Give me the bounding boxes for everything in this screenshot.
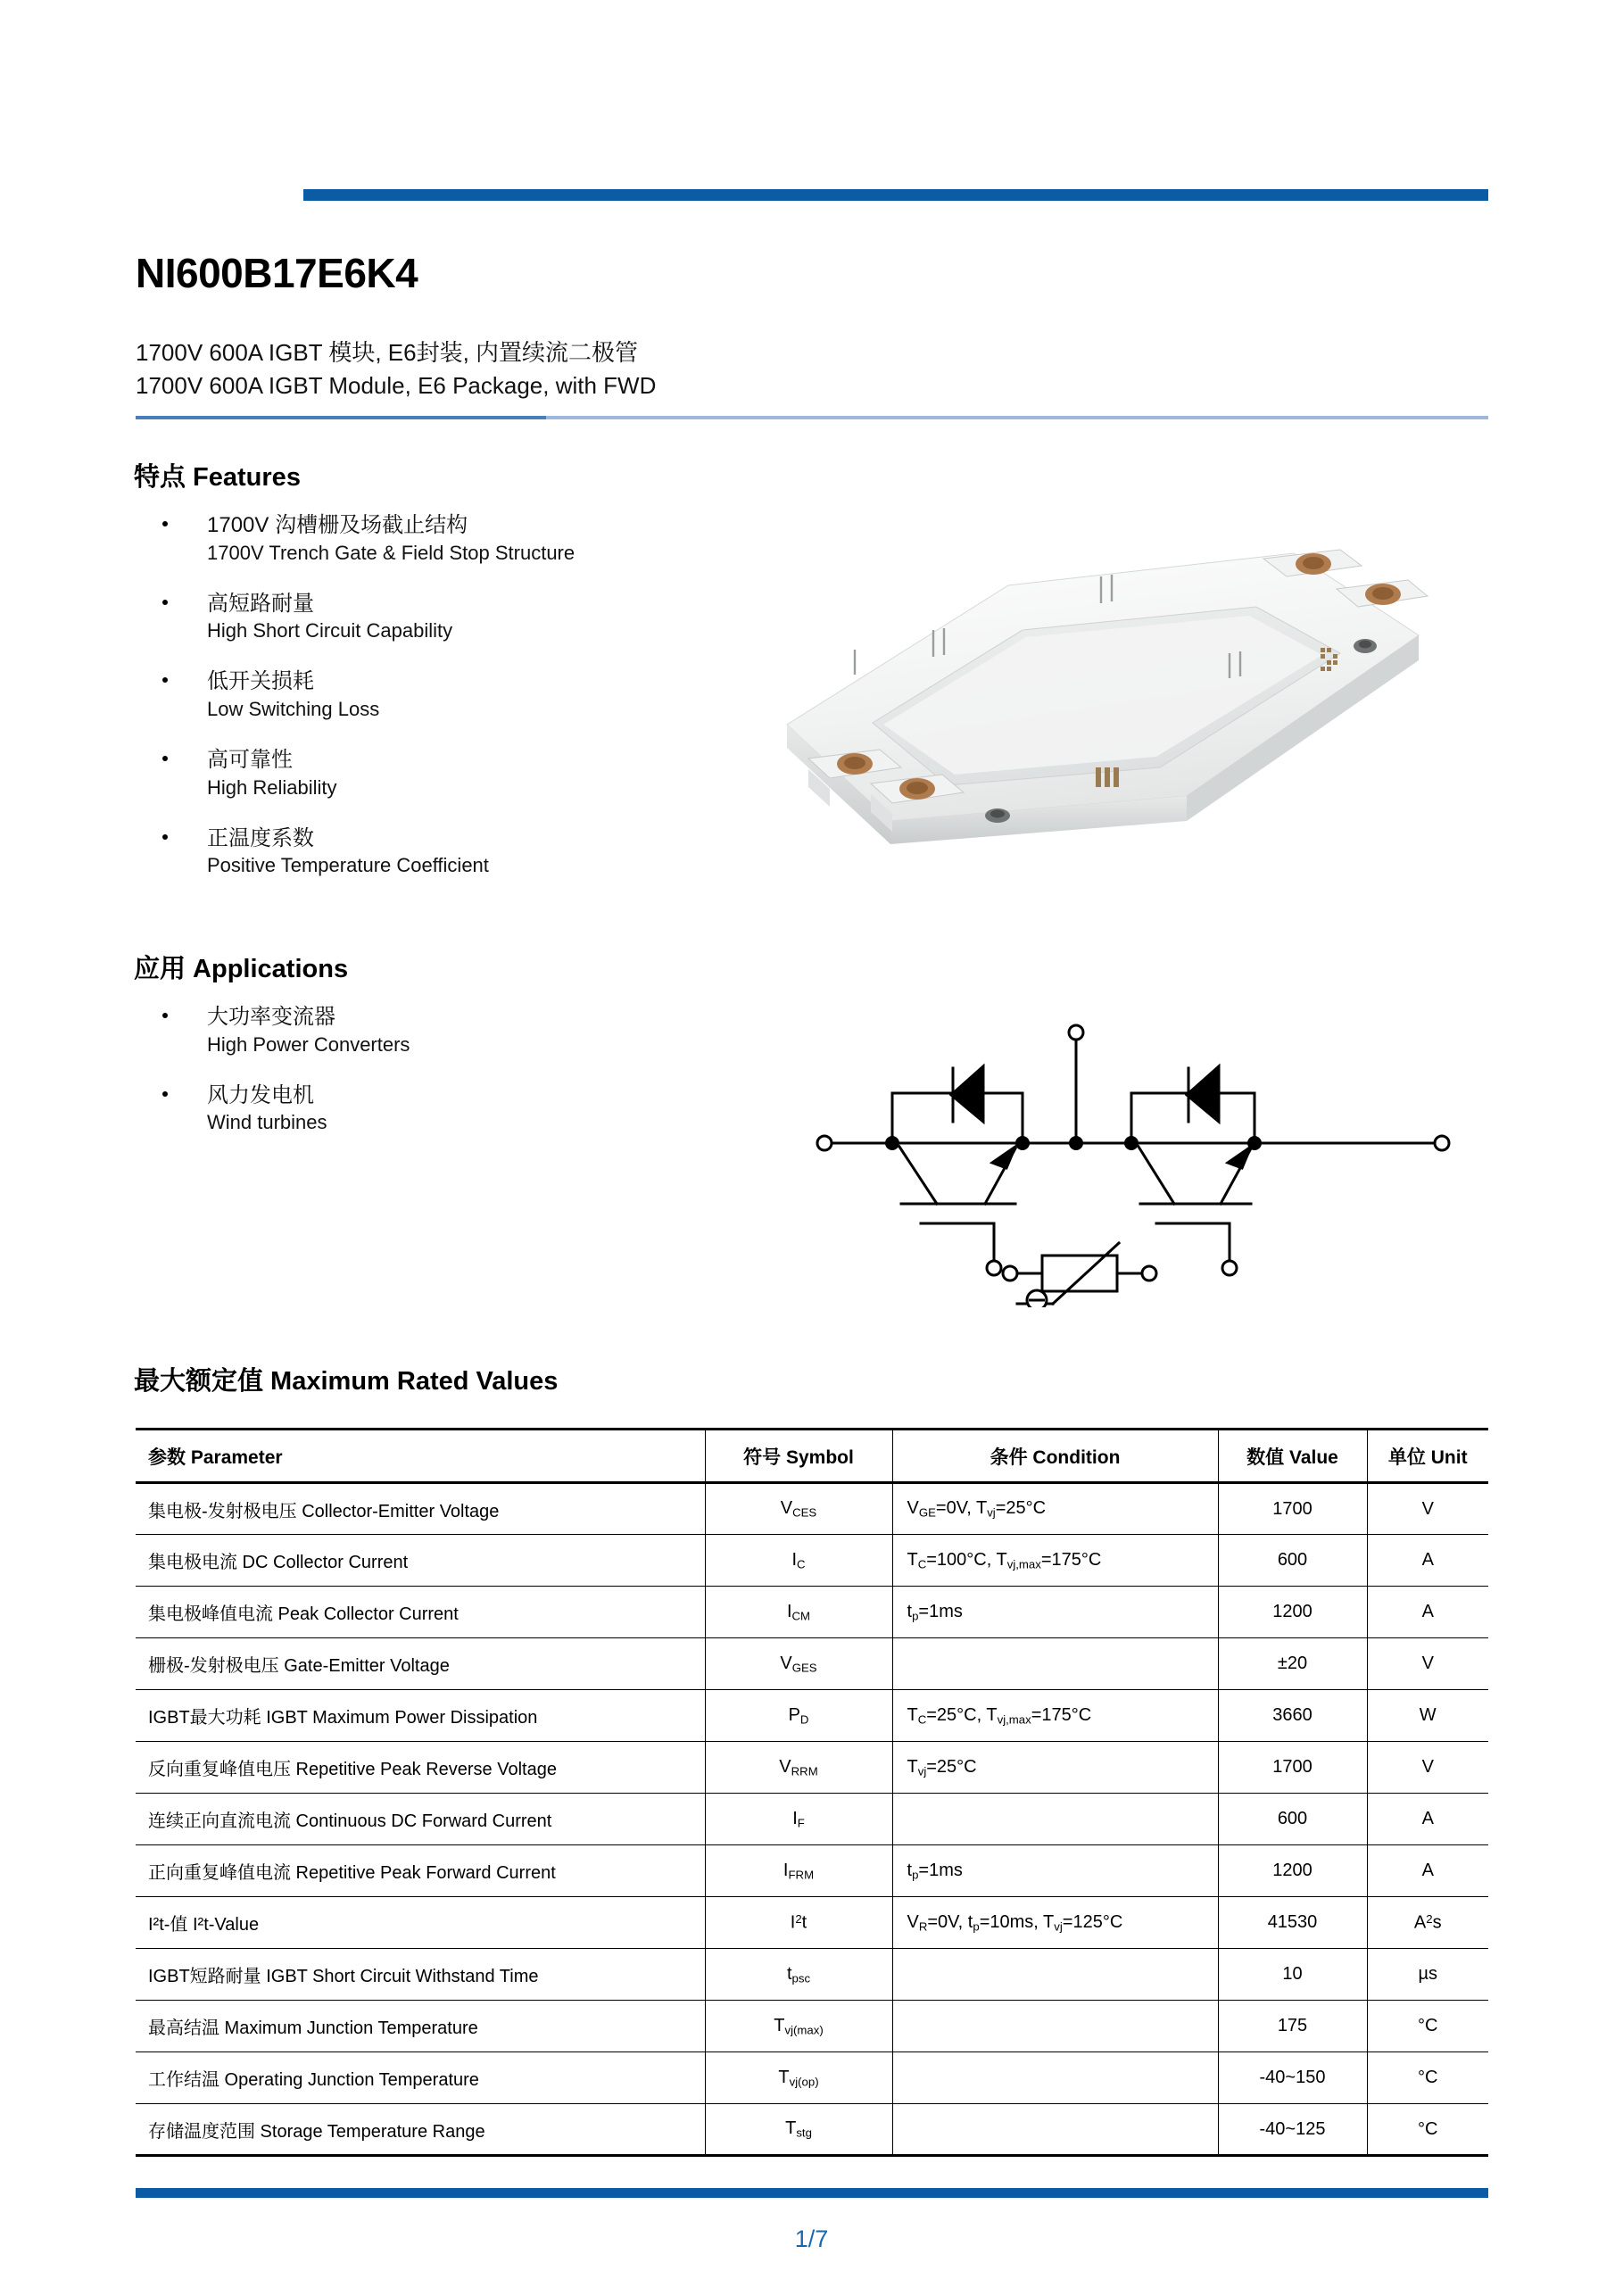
col-header-unit: 单位 Unit [1367, 1430, 1488, 1483]
cell-parameter: 集电极峰值电流 Peak Collector Current [136, 1587, 705, 1638]
table-row [136, 1690, 1488, 1742]
title-divider [136, 416, 1488, 419]
cell-unit: °C [1367, 2104, 1488, 2156]
table-row [136, 1483, 1488, 1535]
cell-unit: °C [1367, 2001, 1488, 2052]
cell-symbol: $V_{RRM}$ [705, 1742, 892, 1794]
feature-item-cn: 高短路耐量 [207, 591, 314, 616]
cell-parameter: 连续正向直流电流 Continuous DC Forward Current [136, 1794, 705, 1845]
table-heading: 最大额定值 Maximum Rated Values [134, 1367, 559, 1396]
cell-condition [892, 1794, 1218, 1845]
cell-condition: $V_{GE}=0V$, $T_{vj}=25^\circ C$ [892, 1483, 1218, 1535]
cell-value: 175 [1218, 2001, 1367, 2052]
cell-condition: $T_{vj}=25^\circ C$ [892, 1742, 1218, 1794]
cell-value: 1200 [1218, 1845, 1367, 1897]
cell-unit: A [1367, 1535, 1488, 1587]
feature-item-cn: 1700V 沟槽栅及场截止结构 [207, 513, 468, 537]
cell-condition [892, 2052, 1218, 2104]
table-row [136, 1845, 1488, 1897]
cell-parameter: IGBT最大功耗 IGBT Maximum Power Dissipation [136, 1690, 705, 1742]
application-item [153, 1082, 410, 1136]
application-item-cn: 风力发电机 [207, 1082, 314, 1107]
bullet-dot-icon [162, 677, 168, 683]
cell-value: 41530 [1218, 1897, 1367, 1949]
circuit-diagram [794, 1013, 1472, 1307]
cell-value: ±20 [1218, 1638, 1367, 1690]
cell-unit: A [1367, 1794, 1488, 1845]
bullet-dot-icon [162, 1091, 168, 1097]
cell-unit: µs [1367, 1949, 1488, 2001]
product-photo-svg [741, 500, 1463, 857]
cell-symbol: $T_{vj(max)}$ [705, 2001, 892, 2052]
cell-unit: V [1367, 1483, 1488, 1535]
cell-condition: $t_p=1ms$ [892, 1587, 1218, 1638]
cell-parameter: 集电极-发射极电压 Collector-Emitter Voltage [136, 1483, 705, 1535]
cell-symbol: $I_C$ [705, 1535, 892, 1587]
applications-heading: 应用 Applications [134, 955, 349, 983]
cell-parameter: 存储温度范围 Storage Temperature Range [136, 2104, 705, 2156]
table-row [136, 1949, 1488, 2001]
table-row [136, 2052, 1488, 2104]
applications-list [153, 1003, 410, 1159]
cell-symbol: $t_{psc}$ [705, 1949, 892, 2001]
cell-condition [892, 2104, 1218, 2156]
cell-parameter: 最高结温 Maximum Junction Temperature [136, 2001, 705, 2052]
application-item-en: High Power Converters [207, 1032, 410, 1056]
table-row [136, 1742, 1488, 1794]
footer-accent-bar [136, 2188, 1488, 2198]
application-item-cn: 大功率变流器 [207, 1005, 335, 1029]
cell-symbol: $P_D$ [705, 1690, 892, 1742]
cell-parameter: 反向重复峰值电压 Repetitive Peak Reverse Voltage [136, 1742, 705, 1794]
cell-value: 1700 [1218, 1483, 1367, 1535]
feature-item-en: Low Switching Loss [207, 698, 380, 721]
cell-value: -40~125 [1218, 2104, 1367, 2156]
table-row [136, 1794, 1488, 1845]
cell-parameter: 工作结温 Operating Junction Temperature [136, 2052, 705, 2104]
cell-condition [892, 1638, 1218, 1690]
col-header-condition: 条件 Condition [892, 1430, 1218, 1483]
cell-symbol: $T_{stg}$ [705, 2104, 892, 2156]
cell-value: 1700 [1218, 1742, 1367, 1794]
cell-symbol: $I_{FRM}$ [705, 1845, 892, 1897]
feature-item-cn: 高可靠性 [207, 748, 293, 773]
cell-value: 600 [1218, 1794, 1367, 1845]
cell-unit: W [1367, 1690, 1488, 1742]
table-row [136, 1638, 1488, 1690]
ntc-theta-icon [1027, 1290, 1047, 1307]
cell-parameter: 栅极-发射极电压 Gate-Emitter Voltage [136, 1638, 705, 1690]
logo-marking [1096, 767, 1119, 787]
cell-unit: V [1367, 1742, 1488, 1794]
features-list [153, 511, 575, 903]
cell-parameter: IGBT短路耐量 IGBT Short Circuit Withstand Time [136, 1949, 705, 2001]
cell-symbol: $V_{CES}$ [705, 1483, 892, 1535]
cell-parameter: I²t-值 I²t-Value [136, 1897, 705, 1949]
cell-condition: $t_p=1ms$ [892, 1845, 1218, 1897]
table-header-row [136, 1430, 1488, 1483]
table-row [136, 1535, 1488, 1587]
table-row [136, 2104, 1488, 2156]
table-body [136, 1483, 1488, 2156]
feature-item-cn: 低开关损耗 [207, 669, 314, 694]
feature-item [153, 590, 575, 644]
cell-symbol: $T_{vj(op)}$ [705, 2052, 892, 2104]
cell-symbol: $I^2t$ [705, 1897, 892, 1949]
feature-item-cn: 正温度系数 [207, 825, 314, 850]
circuit-terminals [817, 1025, 1449, 1281]
cell-condition: $V_R=0V$, $t_p=10ms$, $T_{vj}=125^\circ C$ [892, 1897, 1218, 1949]
feature-item [153, 746, 575, 800]
cell-unit: °C [1367, 2052, 1488, 2104]
col-header-value: 数值 Value [1218, 1430, 1367, 1483]
application-item-en: Wind turbines [207, 1111, 327, 1134]
max-rated-values-table [136, 1428, 1488, 2157]
feature-item-en: Positive Temperature Coefficient [207, 854, 489, 877]
table-row [136, 1897, 1488, 1949]
feature-item [153, 511, 575, 566]
cell-unit: V [1367, 1638, 1488, 1690]
subtitle-chinese: 1700V 600A IGBT 模块, E6封装, 内置续流二极管 [136, 339, 639, 366]
cell-parameter: 正向重复峰值电流 Repetitive Peak Forward Current [136, 1845, 705, 1897]
product-photo [741, 500, 1463, 857]
feature-item [153, 825, 575, 879]
bullet-dot-icon [162, 600, 168, 605]
feature-item-en: 1700V Trench Gate & Field Stop Structure [207, 541, 576, 564]
bullet-dot-icon [162, 756, 168, 761]
bullet-dot-icon [162, 521, 168, 526]
page-number: 1/7 [794, 2226, 829, 2252]
cell-symbol: $I_{CM}$ [705, 1587, 892, 1638]
cell-condition: $T_C=25^\circ C$, $T_{vj,max}=175^\circ C$ [892, 1690, 1218, 1742]
cell-value: -40~150 [1218, 2052, 1367, 2104]
feature-item [153, 667, 575, 722]
feature-item-en: High Reliability [207, 775, 337, 799]
cell-parameter: 集电极电流 DC Collector Current [136, 1535, 705, 1587]
cell-value: 3660 [1218, 1690, 1367, 1742]
subtitle-english: 1700V 600A IGBT Module, E6 Package, with FWD [136, 372, 657, 399]
page-title: NI600B17E6K4 [136, 250, 418, 296]
bullet-dot-icon [162, 1013, 168, 1018]
cell-symbol: $V_{GES}$ [705, 1638, 892, 1690]
header-accent-bar [303, 189, 1488, 201]
cell-unit: A [1367, 1587, 1488, 1638]
cell-condition [892, 2001, 1218, 2052]
feature-item-en: High Short Circuit Capability [207, 619, 453, 642]
cell-symbol: $I_F$ [705, 1794, 892, 1845]
col-header-symbol: 符号 Symbol [705, 1430, 892, 1483]
cell-value: 1200 [1218, 1587, 1367, 1638]
table-row [136, 1587, 1488, 1638]
circuit-diagram-svg [794, 1013, 1472, 1307]
col-header-parameter: 参数 Parameter [136, 1430, 705, 1483]
bullet-dot-icon [162, 834, 168, 840]
features-heading: 特点 Features [134, 463, 301, 492]
cell-value: 10 [1218, 1949, 1367, 2001]
cell-unit: $A^2s$ [1367, 1897, 1488, 1949]
cell-condition [892, 1949, 1218, 2001]
cell-value: 600 [1218, 1535, 1367, 1587]
cell-unit: A [1367, 1845, 1488, 1897]
application-item [153, 1003, 410, 1057]
cell-condition: $T_C=100^\circ C$, $T_{vj,max}=175^\circ C$ [892, 1535, 1218, 1587]
table-row [136, 2001, 1488, 2052]
